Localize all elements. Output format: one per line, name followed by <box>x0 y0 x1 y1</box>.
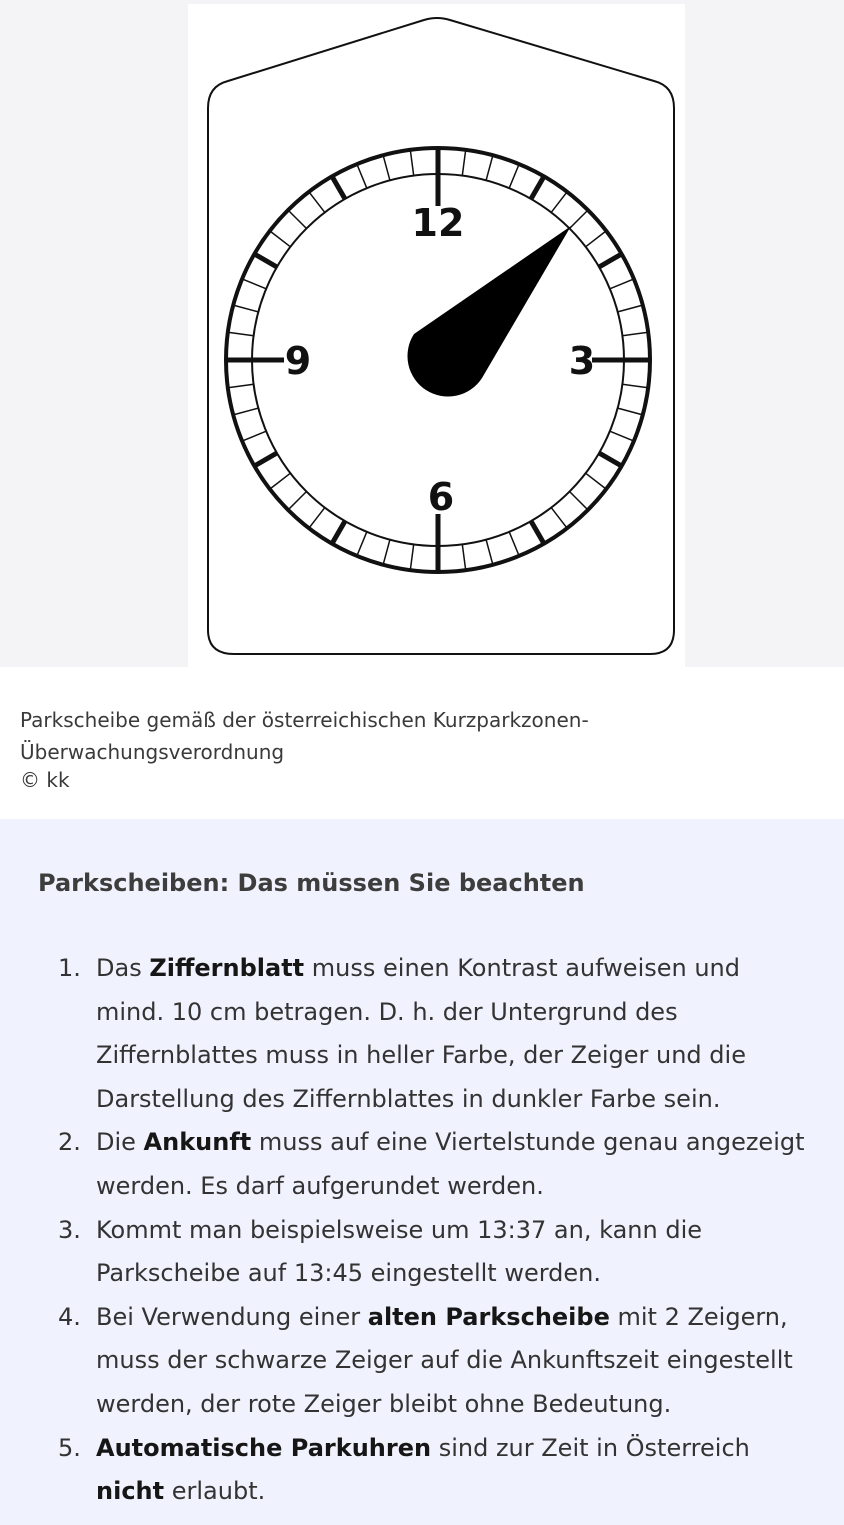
list-item <box>0 1209 844 1296</box>
dial-label-3: 3 <box>568 339 596 383</box>
list-item-text: Das <box>96 954 150 982</box>
info-box <box>0 819 844 1525</box>
list-item-number: 5. <box>58 1433 81 1462</box>
list-item-text: mit 2 Zeigern, muss der schwarze Zeiger auf die Ankunftszeit eingestellt werden, der rote Zeiger bleibt ohne Bedeutung. <box>96 1302 793 1418</box>
caption-block <box>0 667 844 819</box>
list-item-emphasis: Ziffernblatt <box>149 954 305 982</box>
dial-label-6: 6 <box>427 475 455 519</box>
list-item-emphasis: Automatische Parkuhren <box>96 1433 432 1462</box>
info-list <box>0 947 844 1514</box>
list-item <box>0 947 844 1121</box>
list-item-text: Die <box>96 1128 144 1157</box>
list-item-text: muss auf eine Viertelstunde genau angezeigt werden. Es darf aufgerundet werden. <box>96 1128 805 1200</box>
dial-label-9: 9 <box>284 339 312 383</box>
info-title: Parkscheiben: Das müssen Sie beachten <box>38 869 585 897</box>
list-item-number: 4. <box>58 1302 81 1331</box>
parking-disc-drawing <box>188 4 685 667</box>
list-item-emphasis: nicht <box>96 1477 165 1506</box>
list-item-number: 2. <box>58 1128 81 1157</box>
list-item <box>0 1121 844 1208</box>
dial-label-12: 12 <box>411 201 465 245</box>
list-item-text: sind zur Zeit in Österreich <box>431 1433 750 1462</box>
list-item <box>0 1427 844 1514</box>
list-item-number: 1. <box>58 954 81 982</box>
list-item-text: muss einen Kontrast aufweisen und mind. 10 cm betragen. D. h. der Untergrund des Ziffernblattes muss in heller Farbe, der Zeiger und die Darstellung des Ziffernblattes in dunkler Farbe sein. <box>96 954 746 1113</box>
figure-credit: © kk <box>20 769 70 787</box>
figure-area <box>0 0 844 667</box>
parking-disc-image <box>188 4 685 667</box>
list-item-emphasis: alten Parkscheibe <box>367 1302 610 1331</box>
list-item <box>0 1296 844 1427</box>
list-item-text: Bei Verwendung einer <box>96 1302 368 1331</box>
figure-caption: Parkscheibe gemäß der österreichischen Kurzparkzonen-Überwachungsverordnung <box>20 708 589 764</box>
list-item-text: erlaubt. <box>164 1477 266 1506</box>
list-item-number: 3. <box>58 1215 81 1244</box>
list-item-emphasis: Ankunft <box>143 1128 252 1157</box>
list-item-text: Kommt man beispielsweise um 13:37 an, kann die Parkscheibe auf 13:45 eingestellt werden. <box>96 1215 703 1288</box>
